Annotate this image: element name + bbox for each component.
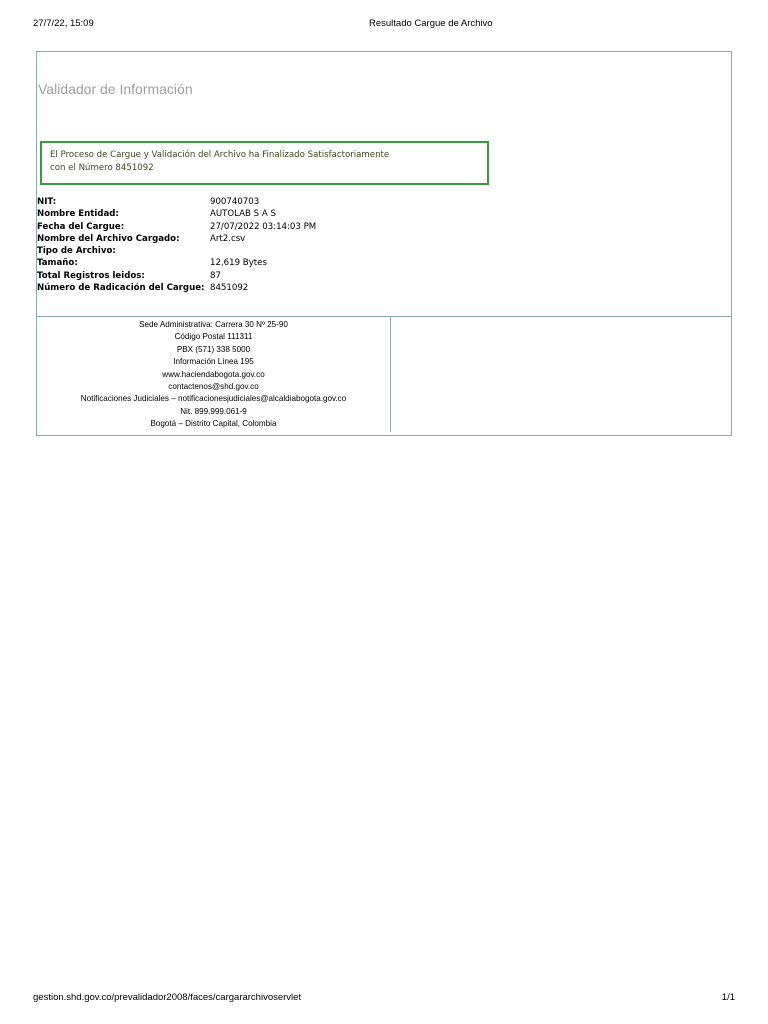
contact-info-block [37, 319, 390, 431]
detail-label: Tipo de Archivo: [37, 246, 116, 257]
detail-value: AUTOLAB S A S [210, 209, 276, 220]
success-message-line-1: El Proceso de Cargue y Validación del Archivo ha Finalizado Satisfactoriamente [50, 150, 390, 160]
detail-value: 8451092 [210, 283, 249, 294]
result-panel [36, 51, 732, 436]
detail-value: 12,619 Bytes [210, 258, 267, 269]
contact-footer [37, 316, 731, 436]
contact-judicial-notifications: Notificaciones Judiciales – notificacionesjudiciales@alcaldiabogota.gov.co [80, 394, 347, 404]
contact-website-link[interactable]: www.haciendabogota.gov.co [162, 369, 265, 379]
footer-divider [390, 317, 391, 432]
print-footer [33, 992, 735, 1006]
contact-location: Bogotá – Distrito Capital, Colombia [150, 419, 277, 429]
detail-label: Tamaño: [37, 258, 78, 269]
success-message-line-2: con el Número 8451092 [50, 163, 154, 173]
contact-info-line: Información Línea 195 [173, 357, 254, 367]
print-datetime: 27/7/22, 15:09 [33, 18, 94, 29]
detail-label: Fecha del Cargue: [37, 221, 125, 232]
contact-email-link[interactable]: contactenos@shd.gov.co [168, 382, 259, 392]
contact-nit: Nit. 899.999.061-9 [180, 406, 247, 416]
detail-label: NIT: [37, 197, 57, 207]
print-page-number: 1/1 [721, 992, 735, 1003]
print-page-title: Resultado Cargue de Archivo [369, 18, 493, 29]
detail-value: 900740703 [210, 197, 260, 207]
detail-value: 27/07/2022 03:14:03 PM [210, 221, 317, 232]
detail-label: Nombre del Archivo Cargado: [37, 233, 180, 244]
contact-pbx: PBX (571) 338 5000 [176, 344, 251, 354]
detail-label: Nombre Entidad: [37, 209, 119, 220]
success-message-box [40, 141, 489, 185]
print-header [33, 18, 735, 32]
app-title: Validador de Información [38, 81, 193, 97]
detail-label: Total Registros leidos: [37, 270, 145, 281]
detail-label: Número de Radicación del Cargue: [37, 283, 205, 294]
detail-value: 87 [210, 270, 221, 281]
detail-value: Art2.csv [210, 233, 246, 244]
contact-postal-code: Código Postal 111311 [174, 332, 253, 342]
print-url: gestion.shd.gov.co/prevalidador2008/faces/cargararchivoservlet [33, 992, 302, 1003]
contact-address: Sede Administrativa: Carrera 30 Nº 25-90 [139, 320, 288, 329]
